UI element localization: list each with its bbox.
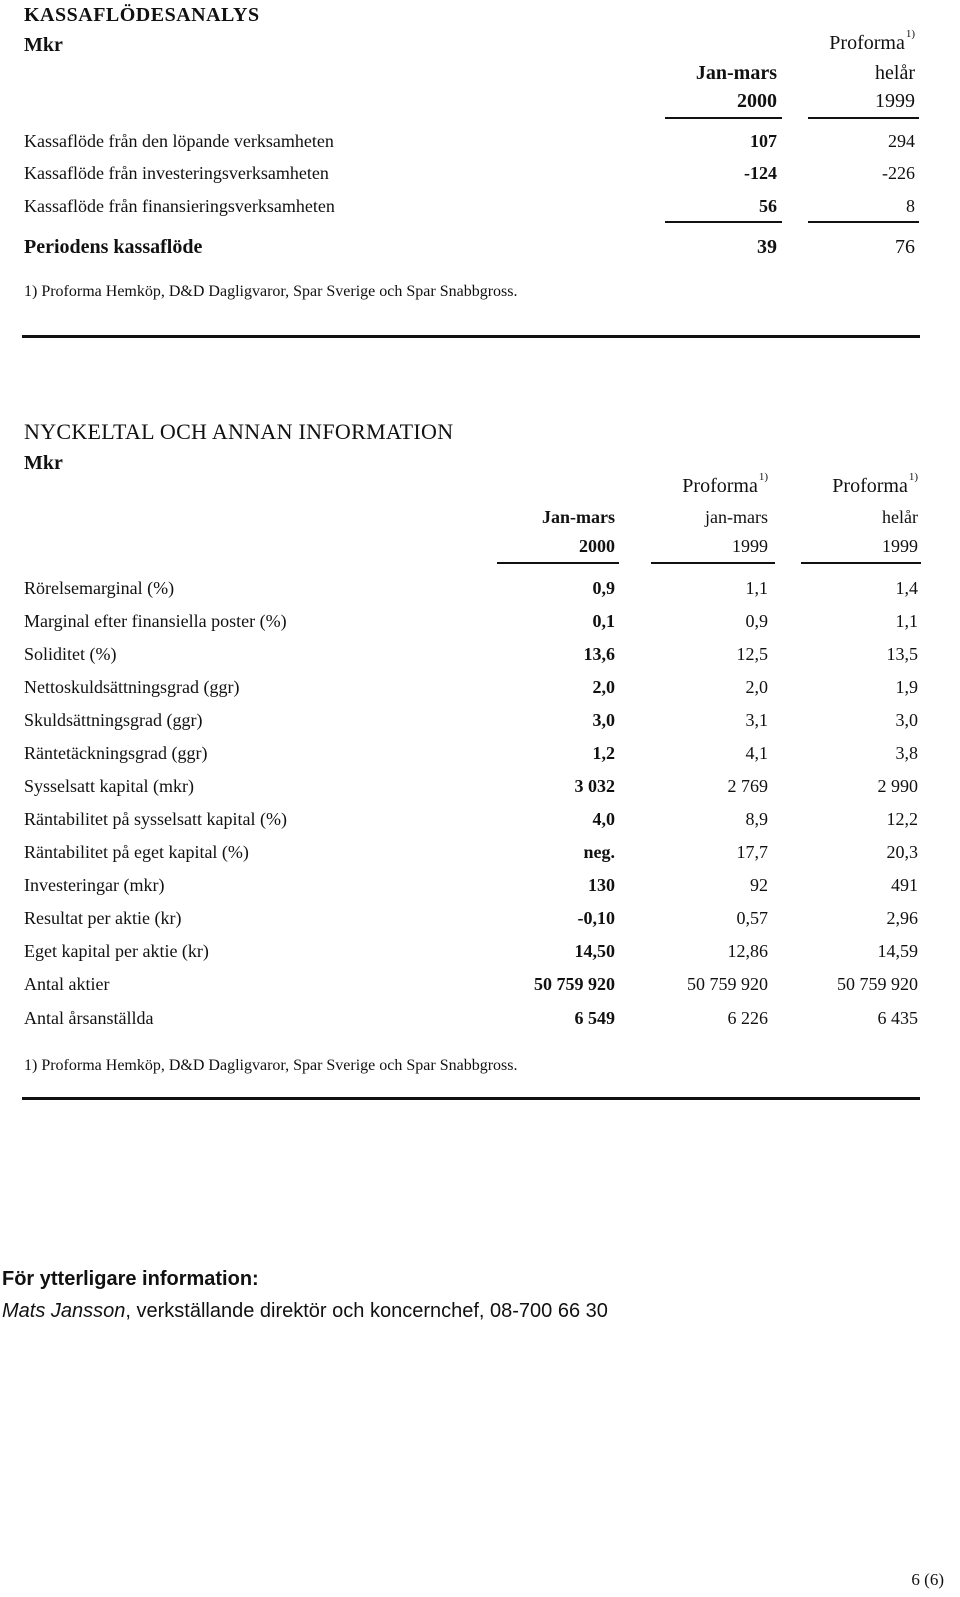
- kf-row-label: Resultat per aktie (kr): [24, 908, 182, 928]
- kf-row-label: Marginal efter finansiella poster (%): [24, 611, 287, 631]
- kf-row-label: Investeringar (mkr): [24, 875, 165, 895]
- cashflow-row-label: Kassaflöde från finansieringsverksamheten: [24, 196, 335, 216]
- kf-row-label: Skuldsättningsgrad (ggr): [24, 710, 203, 730]
- keyfigures-col1-year: 2000: [579, 536, 615, 556]
- kf-row-v3: 13,5: [886, 644, 918, 664]
- cashflow-col2-year: 1999: [875, 90, 915, 112]
- cashflow-row-v1: 107: [750, 131, 777, 151]
- kf-row-label: Räntabilitet på sysselsatt kapital (%): [24, 809, 287, 829]
- kf-row-v3: 50 759 920: [837, 974, 918, 994]
- cashflow-col1-year: 2000: [737, 90, 777, 112]
- kf-row-v3: 1,1: [895, 611, 918, 631]
- kf-row-v1: 130: [588, 875, 615, 895]
- cashflow-col2-header-rule: [808, 117, 919, 119]
- kf-row-v2: 17,7: [736, 842, 768, 862]
- kf-row-v1: 13,6: [583, 644, 615, 664]
- kf-row-v2: 50 759 920: [687, 974, 768, 994]
- kf-row-v1: 0,9: [592, 578, 615, 598]
- keyfigures-title: NYCKELTAL OCH ANNAN INFORMATION: [24, 419, 454, 444]
- cashflow-total-label: Periodens kassaflöde: [24, 236, 203, 258]
- kf-row-v1: 4,0: [592, 809, 615, 829]
- cashflow-row-v2: 294: [888, 131, 915, 151]
- kf-row-v3: 1,4: [895, 578, 918, 598]
- kf-row-v3: 20,3: [886, 842, 918, 862]
- kf-row-v2: 2,0: [745, 677, 768, 697]
- keyfigures-col3-header-rule: [801, 562, 921, 564]
- keyfigures-col3-proforma: Proforma$^{1)}$: [832, 471, 918, 497]
- kf-row-label: Antal årsanställda: [24, 1008, 154, 1028]
- kf-row-label: Rörelsemarginal (%): [24, 578, 175, 598]
- kf-row-label: Antal aktier: [24, 974, 110, 994]
- kf-row-v1: 50 759 920: [534, 974, 615, 994]
- cashflow-row-v2: -226: [882, 163, 915, 183]
- kf-row-label: Nettoskuldsättningsgrad (ggr): [24, 677, 240, 697]
- keyfigures-col1-period: Jan-mars: [542, 507, 615, 527]
- cashflow-col1-sum-rule: [665, 221, 782, 223]
- keyfigures-col1-header-rule: [497, 562, 619, 564]
- kf-row-v2: 12,86: [727, 941, 768, 961]
- section-divider: [22, 1097, 920, 1100]
- cashflow-unit: Mkr: [24, 34, 63, 56]
- kf-row-v3: 2 990: [877, 776, 918, 796]
- kf-row-v2: 12,5: [736, 644, 768, 664]
- contact-details: , verkställande direktör och koncernchef, 08-700 66 30: [125, 1300, 608, 1322]
- kf-row-label: Eget kapital per aktie (kr): [24, 941, 209, 961]
- kf-row-label: Soliditet (%): [24, 644, 117, 664]
- kf-row-v1: 6 549: [574, 1008, 615, 1028]
- keyfigures-col2-year: 1999: [732, 536, 768, 556]
- kf-row-v1: 2,0: [592, 677, 615, 697]
- keyfigures-footnote: 1) Proforma Hemköp, D&D Dagligvaror, Spar Sverige och Spar Snabbgross.: [24, 1057, 518, 1074]
- section-divider: [22, 335, 920, 338]
- kf-row-v1: neg.: [583, 842, 615, 862]
- keyfigures-col2-header-rule: [651, 562, 775, 564]
- cashflow-col2-proforma: Proforma$^{1)}$: [829, 28, 915, 54]
- keyfigures-col2-proforma: Proforma$^{1)}$: [682, 471, 768, 497]
- kf-row-v1: 0,1: [592, 611, 615, 631]
- keyfigures-unit: Mkr: [24, 452, 63, 474]
- kf-row-v3: 12,2: [886, 809, 918, 829]
- cashflow-col2-sum-rule: [808, 221, 919, 223]
- kf-row-v2: 92: [750, 875, 768, 895]
- contact-heading: För ytterligare information:: [2, 1268, 259, 1290]
- kf-row-v3: 491: [891, 875, 918, 895]
- kf-row-v3: 14,59: [877, 941, 918, 961]
- keyfigures-col3-period: helår: [882, 507, 918, 527]
- kf-row-v3: 3,8: [895, 743, 918, 763]
- cashflow-row-label: Kassaflöde från den löpande verksamheten: [24, 131, 334, 151]
- kf-row-v1: -0,10: [577, 908, 615, 928]
- kf-row-v3: 3,0: [895, 710, 918, 730]
- kf-row-v1: 1,2: [592, 743, 615, 763]
- kf-row-v2: 2 769: [727, 776, 768, 796]
- kf-row-label: Räntetäckningsgrad (ggr): [24, 743, 208, 763]
- kf-row-label: Räntabilitet på eget kapital (%): [24, 842, 249, 862]
- kf-row-v2: 0,57: [736, 908, 768, 928]
- kf-row-v2: 6 226: [727, 1008, 768, 1028]
- cashflow-title: KASSAFLÖDESANALYS: [24, 4, 260, 26]
- kf-row-v1: 3,0: [592, 710, 615, 730]
- kf-row-v2: 0,9: [745, 611, 768, 631]
- kf-row-v3: 6 435: [877, 1008, 918, 1028]
- cashflow-row-v2: 8: [906, 196, 915, 216]
- kf-row-v2: 4,1: [745, 743, 768, 763]
- cashflow-row-v1: -124: [744, 163, 777, 183]
- kf-row-v3: 1,9: [895, 677, 918, 697]
- kf-row-v2: 1,1: [745, 578, 768, 598]
- cashflow-col1-period: Jan-mars: [695, 62, 777, 84]
- contact-name: Mats Jansson: [2, 1300, 126, 1322]
- kf-row-label: Sysselsatt kapital (mkr): [24, 776, 194, 796]
- kf-row-v2: 3,1: [745, 710, 768, 730]
- cashflow-row-label: Kassaflöde från investeringsverksamheten: [24, 163, 329, 183]
- kf-row-v1: 14,50: [574, 941, 615, 961]
- page-number: 6 (6): [911, 1570, 944, 1589]
- cashflow-col1-header-rule: [665, 117, 782, 119]
- contact-line: [2, 1300, 608, 1323]
- kf-row-v1: 3 032: [574, 776, 615, 796]
- cashflow-footnote: 1) Proforma Hemköp, D&D Dagligvaror, Spar Sverige och Spar Snabbgross.: [24, 283, 518, 300]
- kf-row-v3: 2,96: [886, 908, 918, 928]
- cashflow-total-v1: 39: [757, 236, 777, 258]
- kf-row-v2: 8,9: [745, 809, 768, 829]
- cashflow-row-v1: 56: [759, 196, 777, 216]
- keyfigures-col2-period: jan-mars: [705, 507, 768, 527]
- cashflow-col2-period: helår: [875, 62, 915, 84]
- keyfigures-col3-year: 1999: [882, 536, 918, 556]
- cashflow-total-v2: 76: [895, 236, 915, 258]
